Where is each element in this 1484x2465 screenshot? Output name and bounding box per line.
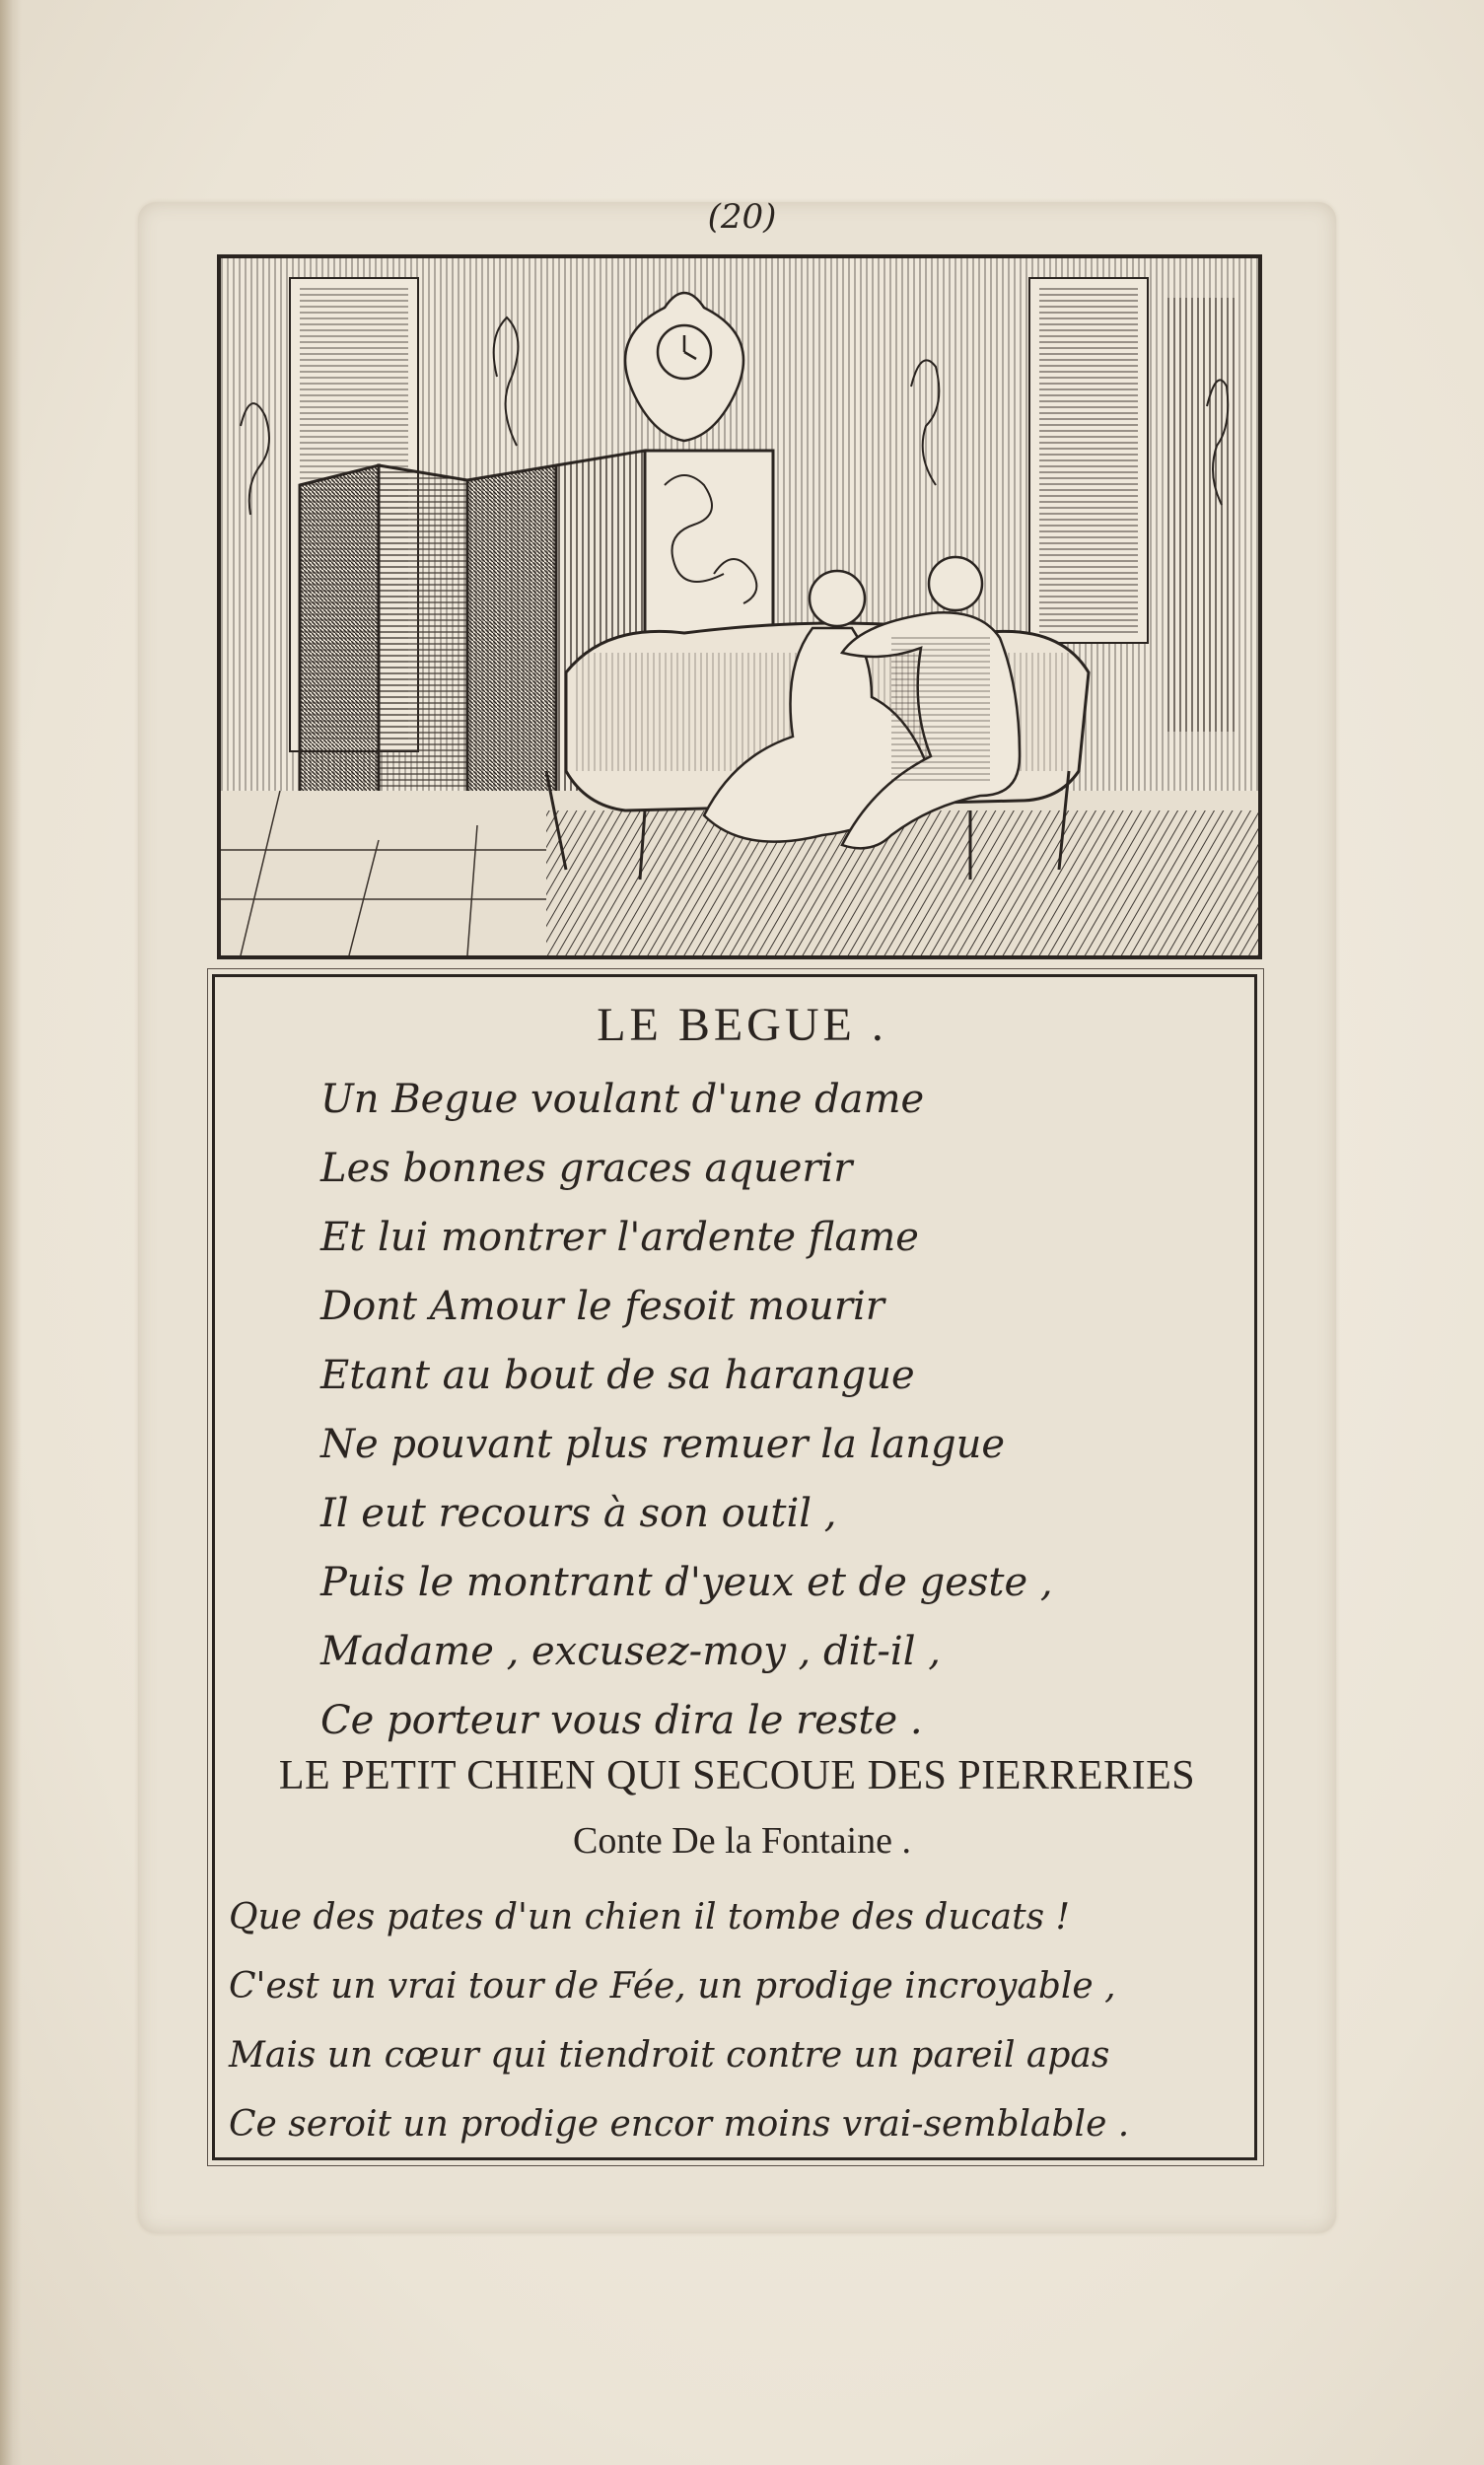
verse-line: Etant au bout de sa harangue [320,1353,915,1398]
book-gutter [0,0,22,2465]
story-title: LE BEGUE . [597,999,887,1051]
page-number: (20) [707,197,777,237]
epigram-block [229,1883,1254,2159]
engraving-illustration [217,254,1262,959]
epigram-line: Mais un cœur qui tiendroit contre un pareil apas [229,2035,1110,2076]
verse-line: Les bonnes graces aquerir [320,1146,853,1191]
verse-line: Un Begue voulant d'une dame [320,1077,925,1122]
epigram-line: Ce seroit un prodige encor moins vrai-semblable . [229,2104,1130,2145]
verse-line: Dont Amour le fesoit mourir [320,1284,884,1329]
second-story-attribution: Conte De la Fontaine . [573,1820,911,1862]
verse-block [320,1065,1208,1755]
verse-line: Il eut recours à son outil , [320,1491,837,1536]
verse-line: Ne pouvant plus remuer la langue [320,1422,1006,1467]
verse-line: Puis le montrant d'yeux et de geste , [320,1560,1053,1605]
second-story-title: LE PETIT CHIEN QUI SECOUE DES PIERRERIES [278,1753,1196,1798]
verse-line: Et lui montrer l'ardente flame [320,1215,919,1260]
engraving-couple-on-sofa-icon [221,258,1258,955]
verse-line: Ce porteur vous dira le reste . [320,1698,923,1743]
epigram-line: Que des pates d'un chien il tombe des ducats ! [229,1897,1070,1937]
epigram-line: C'est un vrai tour de Fée, un prodige incroyable , [229,1966,1116,2007]
verse-line: Madame , excusez-moy , dit-il , [320,1629,941,1674]
